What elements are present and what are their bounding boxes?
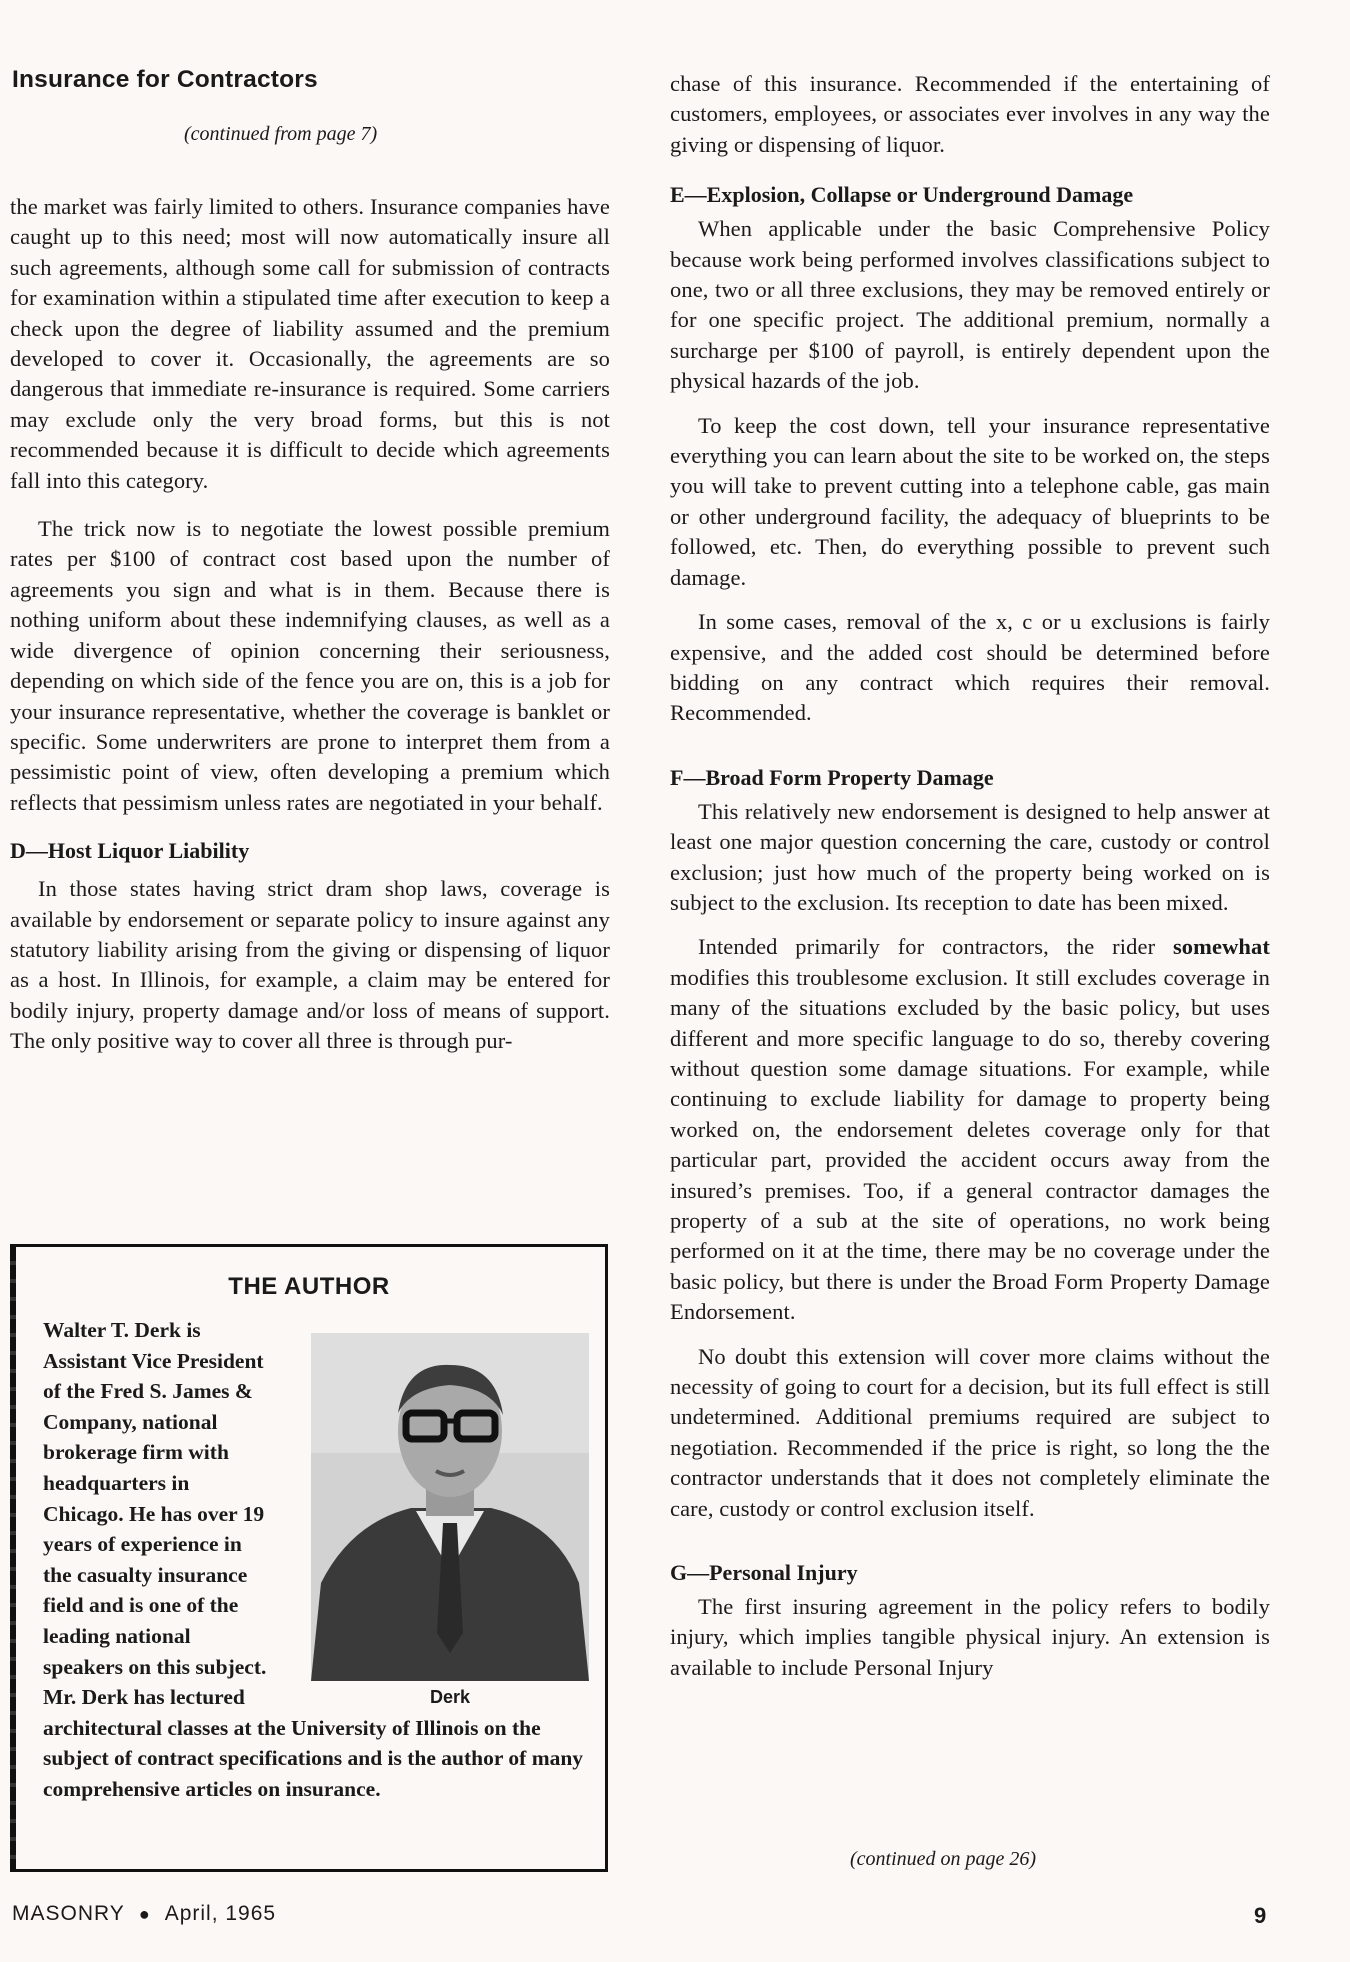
paragraph-right-0: chase of this insurance. Recommended if the entertaining of customers, employees, or associates ever involves in any way the giving or dispensing of liquor. — [670, 71, 1270, 157]
paragraph-right-7: The first insuring agreement in the policy refers to bodily injury, which implies tangible physical injury. An extension is available to include Personal Injury — [670, 1594, 1270, 1680]
paragraph-right-6: No doubt this extension will cover more claims without the necessity of going to court for a decision, but its full effect is still undetermined. Additional premiums required are subject to negotiation. Recommended if the price is right, so long the the contractor understands that it does not completely eliminate the care, custody or control exclusion itself. — [670, 1343, 1270, 1521]
author-box-title: THE AUTHOR — [228, 1273, 390, 1300]
magazine-name: MASONRY — [12, 1902, 125, 1925]
paragraph-right-2: To keep the cost down, tell your insurance representative everything you can learn about the site to be worked on, the steps you will take to prevent cutting into a telephone cable, gas main or other underground facility, the adequacy of blueprints to be followed, etc. Then, do everything possible to prevent such damage. — [670, 412, 1270, 590]
author-portrait-icon — [311, 1333, 589, 1681]
photo-caption: Derk — [429, 1687, 471, 1707]
paragraph-right-4: This relatively new endorsement is designed to help answer at least one major question concerning the care, custody or control exclusion; just how much of the property being worked on is subject to the exclusion. Its reception to date has been mixed. — [670, 798, 1270, 915]
paragraph-left-3: In those states having strict dram shop laws, coverage is available by endorsement or separate policy to insure against any statutory liability arising from the giving or dispensing of liquor as a host. In Illinois, for example, a claim may be entered for bodily injury, property damage and/or loss of means of support. The only positive way to cover all three is through pur- — [10, 876, 610, 1054]
paragraph-right-5-end: modifies this troublesome exclusion. It still excludes coverage in many of the situations excluded by the basic policy, but uses different and more specific language to do so, thereby covering without question some damage situations. For example, while continuing to exclude liability for damage to property being worked on, the endorsement deletes coverage only for that particular part, provided the accident occurs away from the insured’s premises. Too, if a general contractor damages the property of a sub at the site of operations, no work being performed on it at the time, there may be no coverage under the basic policy, but there is under the Broad Form Property Damage Endorsement. — [670, 964, 1270, 1325]
box-edge-decoration — [10, 1247, 16, 1869]
paragraph-left-1: the market was fairly limited to others. Insurance companies have caught up to this need; most will now automatically insure all such agreements, although some call for submission of contracts for examination within a stipulated time after execution to keep a check upon the degree of liability assumed and the premium developed to cover it. Occasionally, the agreements are so dangerous that immediate re-insurance is required. Some carriers may exclude only the very broad forms, but this is not recommended because it is difficult to decide which agreements fall into this category. — [10, 194, 610, 493]
heading-personal-injury: G—Personal Injury — [670, 1560, 858, 1586]
paragraph-right-1: When applicable under the basic Comprehensive Policy because work being performed involves classifications subject to one, two or all three exclusions, they may be removed entirely or for one specific project. The additional premium, normally a surcharge per $100 of payroll, is entirely dependent upon the physical hazards of the job. — [670, 216, 1270, 394]
paragraph-left-2: The trick now is to negotiate the lowest possible premium rates per $100 of contract cost based upon the number of agreements you sign and what is in them. Because there is nothing uniform about these indemnifying clauses, as well as a wide divergence of opinion concerning their seriousness, depending on which side of the fence you are on, this is a job for your insurance representative, whether the coverage is banklet or specific. Some underwriters are prone to interpret them from a pessimistic point of view, often developing a premium which reflects that pessimism unless rates are negotiated in your behalf. — [10, 516, 610, 815]
article-title: Insurance for Contractors — [12, 66, 318, 93]
page-number: 9 — [1254, 1903, 1267, 1928]
heading-broad-form-property-damage: F—Broad Form Property Damage — [670, 764, 994, 790]
left-column — [10, 192, 610, 1071]
paragraph-right-5 — [670, 932, 1270, 1327]
issue-date: April, 1965 — [164, 1902, 277, 1925]
heading-explosion-collapse: E—Explosion, Collapse or Underground Damage — [670, 182, 1134, 208]
right-column — [670, 69, 1270, 1697]
paragraph-right-5-start: Intended primarily for contractors, the rider — [698, 934, 1173, 960]
author-bio-text: Walter T. Derk is Assistant Vice President of the Fred S. James & Company, national brokerage firm with headquarters in Chicago. He has over 19 years of experience in the casualty insurance field and is one of the leading national speakers on this subject. Mr. Derk has lectured architectural classes at the University of Illinois on the subject of contract specifications and is the author of many comprehensive articles on insurance. — [43, 1318, 584, 1801]
author-photo — [311, 1333, 589, 1681]
author-box — [10, 1244, 608, 1872]
paragraph-right-3: In some cases, removal of the x, c or u exclusions is fairly expensive, and the added cost should be determined before bidding on any contract which requires their removal. Recommended. — [670, 609, 1270, 726]
continued-on-note: (continued on page 26) — [850, 1848, 1037, 1870]
paragraph-right-5-bold: somewhat — [1172, 934, 1270, 960]
bullet-icon: ● — [138, 1904, 151, 1924]
heading-host-liquor-liability: D—Host Liquor Liability — [10, 838, 250, 864]
footer-publication — [12, 1902, 276, 1926]
continued-from-note: (continued from page 7) — [184, 123, 378, 145]
